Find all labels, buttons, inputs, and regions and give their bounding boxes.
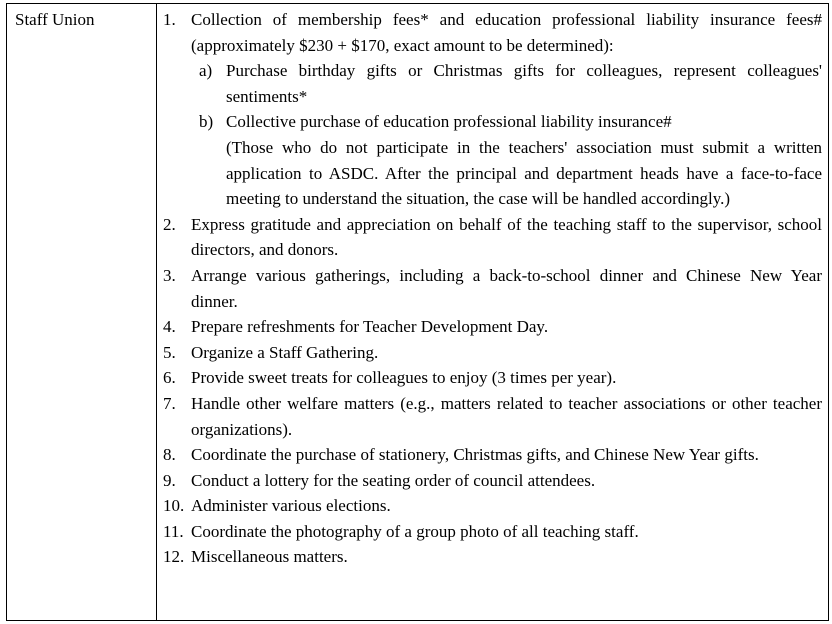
list-item: [163, 544, 822, 570]
sub-list-item: [199, 58, 822, 109]
sub-list-item: [199, 109, 822, 211]
duties-table: [6, 3, 829, 621]
duties-cell: [157, 4, 829, 621]
item-text: Arrange various gatherings, including a back-to-school dinner and Chinese New Year dinner.: [191, 265, 822, 311]
item-text: Express gratitude and appreciation on behalf of the teaching staff to the supervisor, school directors, and donors.: [191, 214, 822, 260]
subitem-text: Purchase birthday gifts or Christmas gifts for colleagues, represent colleagues' sentiments*: [226, 61, 822, 106]
list-item: [163, 391, 822, 442]
list-item: [163, 468, 822, 494]
item-text: Conduct a lottery for the seating order of council attendees.: [191, 470, 596, 490]
item-number: 5.: [163, 342, 176, 362]
item-text: Provide sweet treats for colleagues to enjoy (3 times per year).: [191, 368, 617, 388]
item-text: Administer various elections.: [191, 496, 391, 516]
subitem-label: b): [199, 112, 214, 132]
item-number: 6.: [163, 368, 176, 388]
item-number: 7.: [163, 393, 176, 413]
item-text: Coordinate the photography of a group photo of all teaching staff.: [191, 521, 639, 541]
item-text: Organize a Staff Gathering.: [191, 342, 379, 362]
list-item: [163, 442, 822, 468]
item-number: 3.: [163, 265, 176, 285]
list-item: [163, 263, 822, 314]
list-item: [163, 7, 822, 58]
item-number: 8.: [163, 445, 176, 465]
list-item: [163, 314, 822, 340]
list-item: [163, 519, 822, 545]
item-text: Handle other welfare matters (e.g., matters related to teacher associations or other teacher organizations).: [191, 393, 822, 439]
subitem-label: a): [199, 61, 213, 81]
item-number: 4.: [163, 317, 176, 337]
item-number: 12.: [163, 547, 185, 567]
item-text: Miscellaneous matters.: [191, 547, 348, 567]
item-number: 2.: [163, 214, 176, 234]
item-text: Collection of membership fees* and education professional liability insurance fees# (approximately $230 + $170, exact amount to be determined):: [191, 10, 822, 55]
subitem-text: Collective purchase of education professional liability insurance#: [226, 112, 672, 132]
row-label-cell: [7, 4, 157, 621]
item-text: Prepare refreshments for Teacher Development Day.: [191, 317, 549, 337]
item-number: 11.: [163, 521, 184, 541]
table-row: [7, 4, 829, 621]
list-item: [163, 493, 822, 519]
row-label: Staff Union: [15, 10, 95, 29]
list-item: [163, 212, 822, 263]
item-number: 10.: [163, 496, 185, 516]
item-number: 9.: [163, 470, 176, 490]
list-item: [163, 340, 822, 366]
list-item: [163, 365, 822, 391]
item-number: 1.: [163, 10, 176, 29]
item-text: Coordinate the purchase of stationery, Christmas gifts, and Chinese New Year gifts.: [191, 445, 759, 465]
subitem-note: (Those who do not participate in the teachers' association must submit a written application to ASDC. After the principal and department heads have a face-to-face meeting to understand the situation, the case will be handled accordingly.): [226, 137, 822, 209]
duties-list: [157, 4, 828, 570]
